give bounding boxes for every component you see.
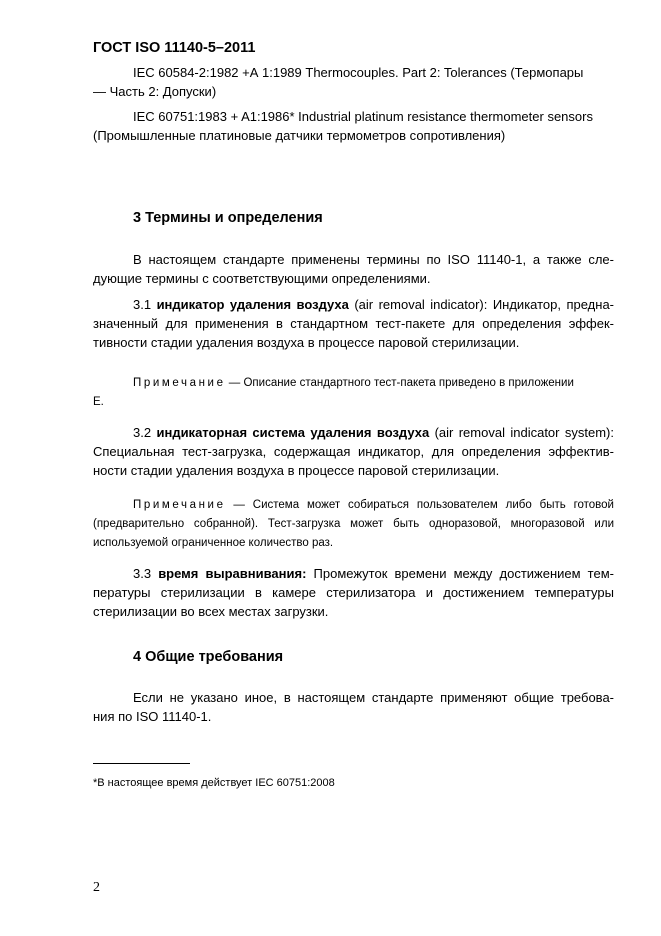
note-first-line — [93, 374, 614, 393]
section-3-heading: 3 Термины и определения — [133, 210, 323, 226]
term-number: 3.1 — [133, 297, 152, 312]
document-header: ГОСТ ISO 11140-5–2011 — [93, 40, 256, 56]
term-number: 3.3 — [133, 566, 152, 581]
reference-iec-60584 — [93, 63, 614, 101]
paragraph-line: ности стадии удаления воздуха в процессе паровой стерилизации. — [93, 463, 500, 478]
paragraph-line: стерилизации во всех местах загрузки. — [93, 604, 329, 619]
note-line: используемой ограниченное количество раз. — [93, 537, 334, 549]
note-first-line — [93, 496, 614, 515]
paragraph-line: тивности стадии удаления воздуха в процессе паровой стерилизации. — [93, 335, 520, 350]
term-3-3 — [93, 564, 614, 621]
term-3-1 — [93, 295, 614, 352]
reference-iec-60751 — [93, 107, 614, 145]
note-3-2 — [93, 496, 614, 553]
term-definition-start: (air removal indicator): Индикатор, предна- — [348, 297, 615, 312]
term-number: 3.2 — [133, 425, 152, 440]
page-number: 2 — [93, 880, 100, 895]
section-4-body — [93, 688, 614, 726]
note-label: Примечание — [133, 499, 226, 511]
reference-line: — Часть 2: Допуски) — [93, 84, 217, 99]
note-line: (предварительно собранной). Тест-загрузка может быть одноразовой, многоразовой или — [93, 518, 614, 530]
term-first-line — [93, 423, 614, 442]
note-text: — Описание стандартного тест-пакета приведено в приложении — [225, 377, 574, 389]
section-4-heading: 4 Общие требования — [133, 649, 284, 665]
term-first-line — [93, 564, 614, 583]
term-first-line — [93, 295, 614, 314]
term-name: время выравнивания: — [158, 566, 307, 581]
paragraph-line: значенный для применения в стандартном тест-пакете для определения эффек- — [93, 316, 614, 331]
reference-line: IEC 60751:1983 + A1:1986* Industrial platinum resistance thermometer sensors — [133, 109, 593, 124]
paragraph-line: Специальная тест-загрузка, содержащая индикатор, для определения эффектив- — [93, 444, 614, 459]
paragraph-line: дующие термины с соответствующими определениями. — [93, 271, 431, 286]
footnote: *В настоящее время действует IEC 60751:2008 — [93, 777, 335, 789]
section-3-intro — [93, 250, 614, 288]
term-name: индикатор удаления воздуха — [156, 297, 349, 312]
note-3-1 — [93, 374, 614, 412]
note-text: — Система может собираться пользователем либо быть готовой — [225, 499, 614, 511]
reference-line: (Промышленные платиновые датчики термометров сопротивления) — [93, 128, 506, 143]
term-name: индикаторная система удаления воздуха — [156, 425, 430, 440]
term-definition-start: (air removal indicator system): — [429, 425, 614, 440]
note-line: Е. — [93, 396, 104, 408]
reference-line: IEC 60584-2:1982 +А 1:1989 Thermocouples. Part 2: Tolerances (Термопары — [133, 65, 584, 80]
term-3-2 — [93, 423, 614, 480]
term-definition-start: Промежуток времени между достижением тем- — [306, 566, 614, 581]
paragraph-line: Если не указано иное, в настоящем стандарте применяют общие требова- — [133, 690, 614, 705]
paragraph-line: ния по ISO 11140-1. — [93, 709, 212, 724]
note-label: Примечание — [133, 377, 226, 389]
footnote-separator — [93, 763, 190, 764]
paragraph-line: В настоящем стандарте применены термины по ISO 11140-1, а также сле- — [133, 252, 614, 267]
paragraph-line: пературы стерилизации в камере стерилизатора и достижением температуры — [93, 585, 614, 600]
